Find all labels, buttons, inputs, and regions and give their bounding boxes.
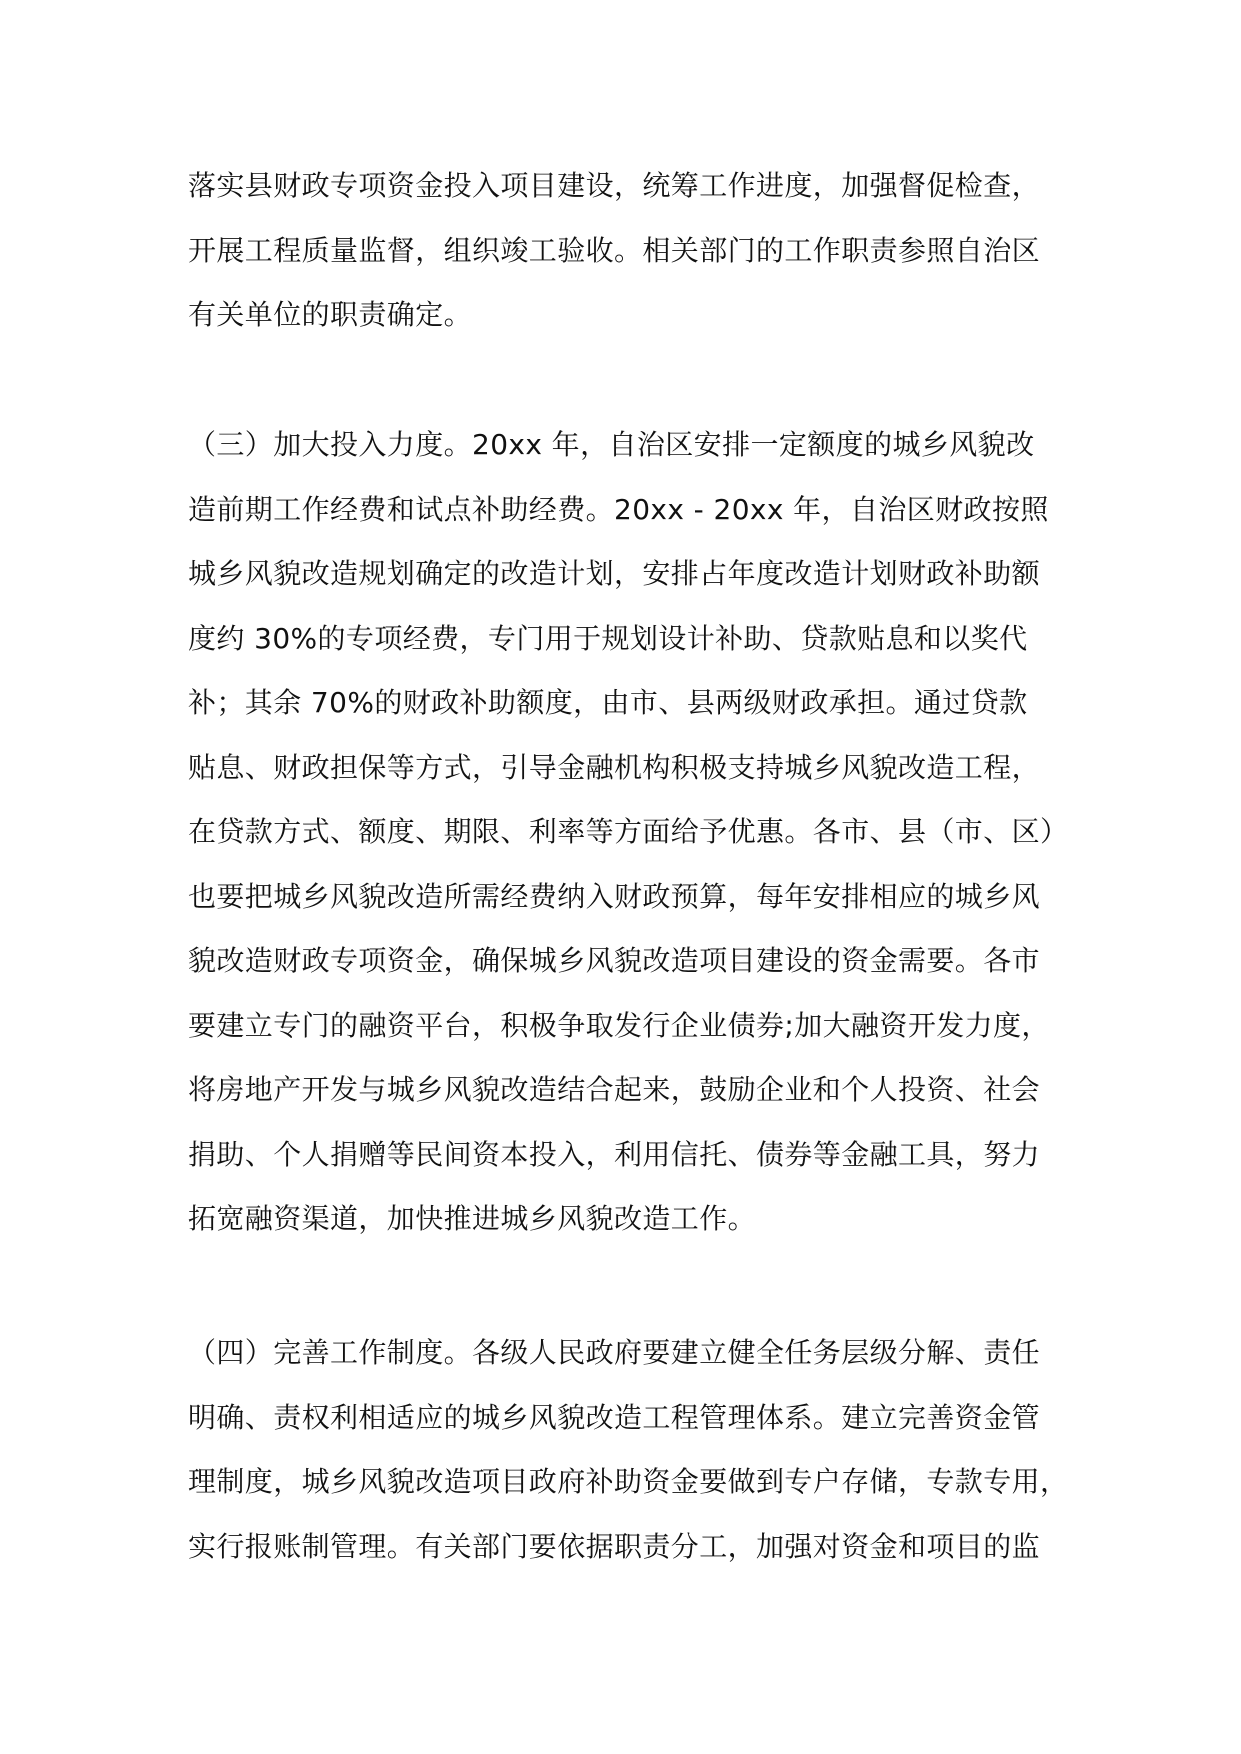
text-line: 在贷款方式、额度、期限、利率等方面给予优惠。各市、县（市、区）	[188, 815, 1069, 848]
text-line: 捐助、个人捐赠等民间资本投入，利用信托、债券等金融工具，努力	[188, 1137, 1041, 1171]
text-line: 贴息、财政担保等方式，引导金融机构积极支持城乡风貌改造工程，	[188, 750, 1041, 784]
text-line: 城乡风貌改造规划确定的改造计划，安排占年度改造计划财政补助额	[188, 557, 1041, 590]
text-line: 开展工程质量监督，组织竣工验收。相关部门的工作职责参照自治区	[188, 233, 1041, 267]
text-line: 貌改造财政专项资金，确保城乡风貌改造项目建设的资金需要。各市	[188, 944, 1041, 977]
text-line: 有关单位的职责确定。	[188, 298, 473, 331]
text-line: 拓宽融资渠道，加快推进城乡风貌改造工作。	[188, 1202, 757, 1235]
text-line: 落实县财政专项资金投入项目建设，统筹工作进度，加强督促检查，	[188, 169, 1041, 202]
paragraph-increase-investment	[188, 413, 1088, 1252]
text-line: 理制度，城乡风貌改造项目政府补助资金要做到专户存储，专款专用，	[188, 1465, 1069, 1498]
text-line: 要建立专门的融资平台，积极争取发行企业债券;加大融资开发力度，	[188, 1008, 1050, 1042]
text-line: 明确、责权利相适应的城乡风貌改造工程管理体系。建立完善资金管	[188, 1400, 1041, 1434]
paragraph-improve-work-system	[188, 1321, 1088, 1579]
text-line: 度约 30%的专项经费，专门用于规划设计补助、贷款贴息和以奖代	[188, 621, 1028, 655]
text-line: 也要把城乡风貌改造所需经费纳入财政预算，每年安排相应的城乡风	[188, 879, 1041, 913]
text-line: （三）加大投入力度。20xx 年，自治区安排一定额度的城乡风貌改	[188, 428, 1035, 461]
text-line: （四）完善工作制度。各级人民政府要建立健全任务层级分解、责任	[188, 1336, 1041, 1369]
paragraph-county-responsibilities	[188, 154, 1088, 348]
text-line: 实行报账制管理。有关部门要依据职责分工，加强对资金和项目的监	[188, 1529, 1041, 1563]
text-line: 将房地产开发与城乡风貌改造结合起来，鼓励企业和个人投资、社会	[188, 1073, 1041, 1106]
text-line: 补；其余 70%的财政补助额度，由市、县两级财政承担。通过贷款	[188, 686, 1028, 719]
text-line: 造前期工作经费和试点补助经费。20xx - 20xx 年，自治区财政按照	[188, 492, 1049, 526]
